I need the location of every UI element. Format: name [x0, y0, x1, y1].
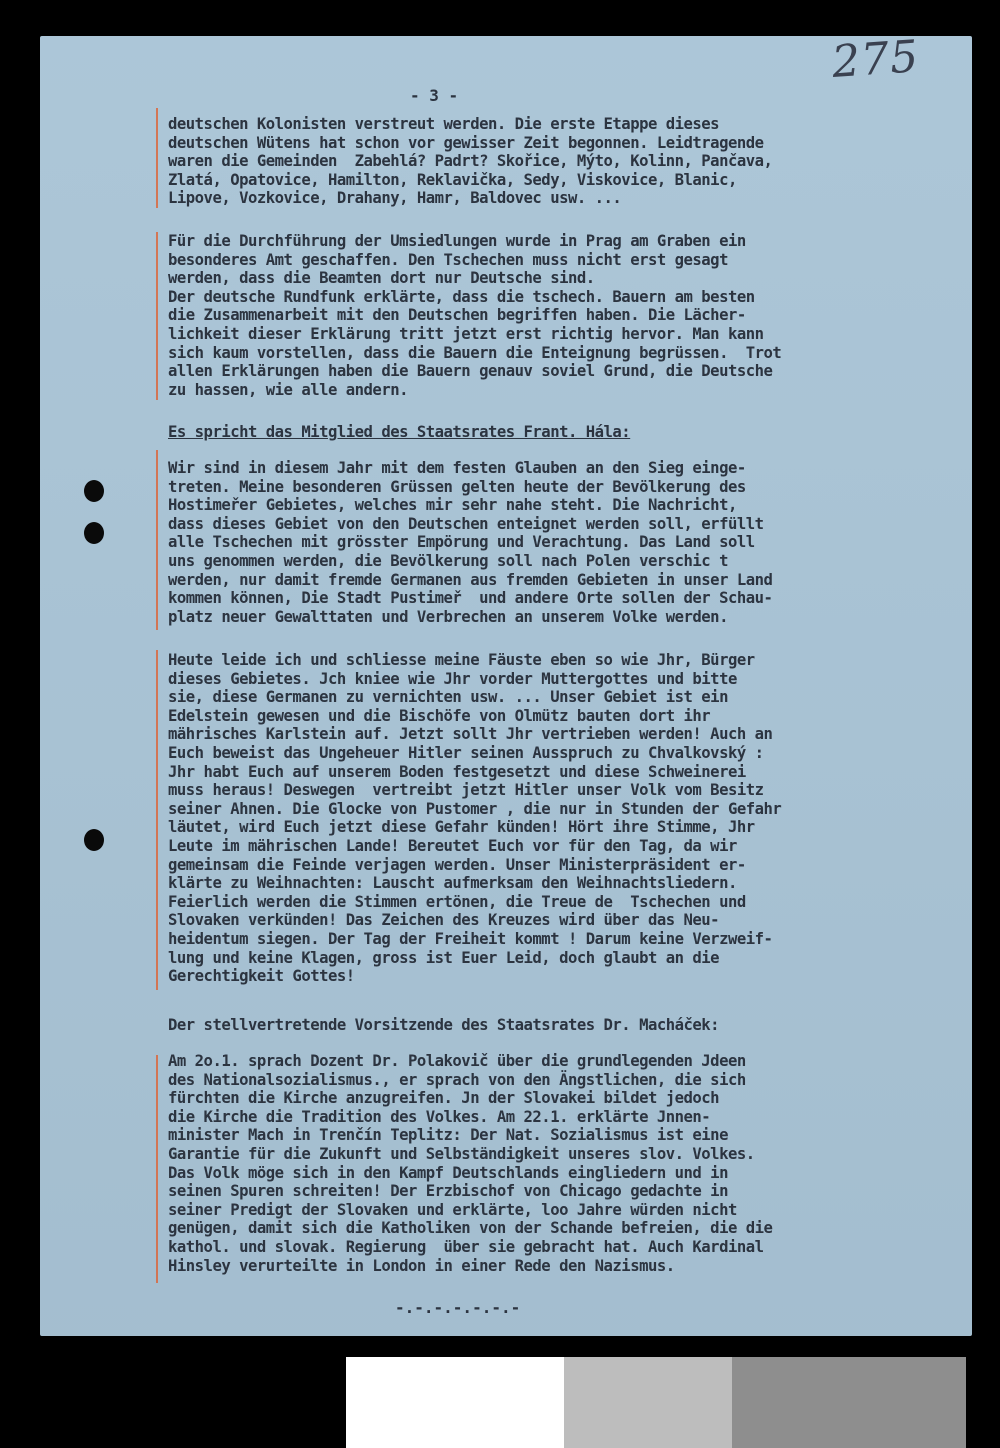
punch-hole-1 [84, 480, 104, 502]
end-mark: -.-.-.-.-.-.- [395, 1298, 521, 1317]
paragraph-hala-speech [168, 459, 772, 626]
text-line: platz neuer Gewalttaten und Verbrechen an unserem Volke werden. [168, 607, 728, 626]
paragraph-machacek [168, 1052, 772, 1275]
text-line: Garantie für die Zukunft und Selbständigkeit unseres slov. Volkes. [168, 1144, 755, 1163]
text-line: Lipove, Vozkovice, Drahany, Hamr, Baldovec usw. ... [168, 189, 622, 208]
page-number: - 3 - [410, 86, 459, 105]
margin-rule [156, 108, 158, 208]
text-line: zu hassen, wie alle andern. [168, 380, 408, 399]
text-line: seiner Predigt der Slovaken und erklärte, loo Jahre würden nicht [168, 1200, 737, 1219]
text-line: kommen können, Die Stadt Pustimeř und andere Orte sollen der Schau- [168, 589, 773, 608]
text-line: deutschen Kolonisten verstreut werden. Die erste Etappe dieses [168, 115, 720, 133]
text-line: Edelstein gewesen und die Bischöfe von Olmütz bauten dort ihr [168, 706, 711, 725]
scale-dark-gray [732, 1357, 966, 1448]
grayscale-calibration-strip [346, 1357, 966, 1448]
text-line: Hinsley verurteilte in London in einer Rede den Nazismus. [168, 1256, 675, 1275]
punch-hole-3 [84, 829, 104, 851]
margin-rule [156, 450, 158, 630]
text-line: Euch beweist das Ungeheuer Hitler seinen Ausspruch zu Chvalkovský : [168, 743, 764, 762]
text-line: seiner Ahnen. Die Glocke von Pustomer , die nur in Stunden der Gefahr [168, 799, 782, 818]
text-line: dass dieses Gebiet von den Deutschen enteignet werden soll, erfüllt [168, 514, 764, 533]
text-line: Leute im mährischen Lande! Bereutet Euch vor für den Tag, da wir [168, 836, 737, 855]
text-line: des Nationalsozialismus., er sprach von den Ängstlichen, die sich [168, 1070, 746, 1089]
text-line: läutet, wird Euch jetzt diese Gefahr künden! Hört ihre Stimme, Jhr [168, 818, 755, 837]
text-line: Zlatá, Opatovice, Hamilton, Reklavička, Sedy, Viskovice, Blanic, [168, 170, 737, 189]
paragraph-resettlement [168, 232, 781, 399]
scale-white [346, 1357, 564, 1448]
heading-hala: Es spricht das Mitglied des Staatsrates Frant. Hála: [168, 423, 631, 441]
text-line: fürchten die Kirche anzugreifen. Jn der Slovakei bildet jedoch [168, 1089, 720, 1108]
text-line: dieses Gebietes. Jch kniee wie Jhr vorder Muttergottes und bitte [168, 669, 737, 688]
text-line: deutschen Wütens hat schon vor gewisser Zeit begonnen. Leidtragende [168, 133, 764, 152]
text-line: besonderes Amt geschaffen. Den Tschechen muss nicht erst gesagt [168, 250, 728, 269]
text-line: Slovaken verkünden! Das Zeichen des Kreuzes wird über das Neu- [168, 911, 720, 930]
text-line: Gerechtigkeit Gottes! [168, 967, 355, 986]
text-line: Heute leide ich und schliesse meine Fäuste eben so wie Jhr, Bürger [168, 651, 755, 669]
heading-machacek: Der stellvertretende Vorsitzende des Staatsrates Dr. Macháček: [168, 1016, 720, 1034]
text-line: muss heraus! Deswegen vertreibt jetzt Hitler unser Volk vom Besitz [168, 781, 764, 800]
text-line: allen Erklärungen haben die Bauern genauv soviel Grund, die Deutsche [168, 362, 773, 381]
text-line: uns genommen werden, die Bevölkerung soll nach Polen verschic t [168, 551, 728, 570]
margin-rule [156, 1055, 158, 1283]
text-line: Wir sind in diesem Jahr mit dem festen Glauben an den Sieg einge- [168, 459, 746, 477]
text-line: kathol. und slovak. Regierung über sie gebracht hat. Auch Kardinal [168, 1237, 764, 1256]
text-line: sie, diese Germanen zu vernichten usw. ... Unser Gebiet ist ein [168, 688, 728, 707]
text-line: treten. Meine besonderen Grüssen gelten heute der Bevölkerung des [168, 477, 746, 496]
text-line: lichkeit dieser Erklärung tritt jetzt erst richtig hervor. Man kann [168, 324, 764, 343]
text-line: Feierlich werden die Stimmen ertönen, die Treue de Tschechen und [168, 892, 746, 911]
text-line: klärte zu Weihnachten: Lauscht aufmerksam den Weihnachtsliedern. [168, 874, 737, 893]
text-line: alle Tschechen mit grösster Empörung und Verachtung. Das Land soll [168, 533, 755, 552]
margin-rule [156, 232, 158, 400]
text-line: heidentum siegen. Der Tag der Freiheit kommt ! Darum keine Verzweif- [168, 929, 773, 948]
text-line: sich kaum vorstellen, dass die Bauern die Enteignung begrüssen. Trot [168, 343, 782, 362]
text-line: Für die Durchführung der Umsiedlungen wurde in Prag am Graben ein [168, 232, 746, 250]
scale-light-gray [564, 1357, 732, 1448]
margin-rule [156, 650, 158, 990]
text-line: waren die Gemeinden Zabehlá? Padrt? Skořice, Mýto, Kolinn, Pančava, [168, 152, 773, 171]
text-line: seinen Spuren schreiten! Der Erzbischof von Chicago gedachte in [168, 1182, 728, 1201]
text-line: Am 2o.1. sprach Dozent Dr. Polakovič über die grundlegenden Jdeen [168, 1052, 746, 1070]
text-line: Der deutsche Rundfunk erklärte, dass die tschech. Bauern am besten [168, 287, 755, 306]
text-line: mährisches Karlstein auf. Jetzt sollt Jhr vertrieben werden! Auch an [168, 725, 773, 744]
text-line: Hostimeřer Gebietes, welches mir sehr nahe steht. Die Nachricht, [168, 496, 737, 515]
text-line: die Zusammenarbeit mit den Deutschen begriffen haben. Die Lächer- [168, 306, 746, 325]
text-line: werden, dass die Beamten dort nur Deutsche sind. [168, 269, 595, 288]
paragraph-hala-continued [168, 651, 781, 986]
archive-folio-number: 275 [830, 31, 921, 88]
text-line: lung und keine Klagen, gross ist Euer Leid, doch glaubt an die [168, 948, 720, 967]
text-line: gemeinsam die Feinde verjagen werden. Unser Ministerpräsident er- [168, 855, 746, 874]
text-line: minister Mach in Trenčín Teplitz: Der Nat. Sozialismus ist eine [168, 1126, 728, 1145]
punch-hole-2 [84, 522, 104, 544]
text-line: Jhr habt Euch auf unserem Boden festgesetzt und diese Schweinerei [168, 762, 746, 781]
text-line: Das Volk möge sich in den Kampf Deutschlands eingliedern und in [168, 1163, 728, 1182]
text-line: genügen, damit sich die Katholiken von der Schande befreien, die die [168, 1219, 773, 1238]
paragraph-colonists [168, 115, 772, 208]
text-line: werden, nur damit fremde Germanen aus fremden Gebieten in unser Land [168, 570, 773, 589]
text-line: die Kirche die Tradition des Volkes. Am 22.1. erklärte Jnnen- [168, 1107, 711, 1126]
